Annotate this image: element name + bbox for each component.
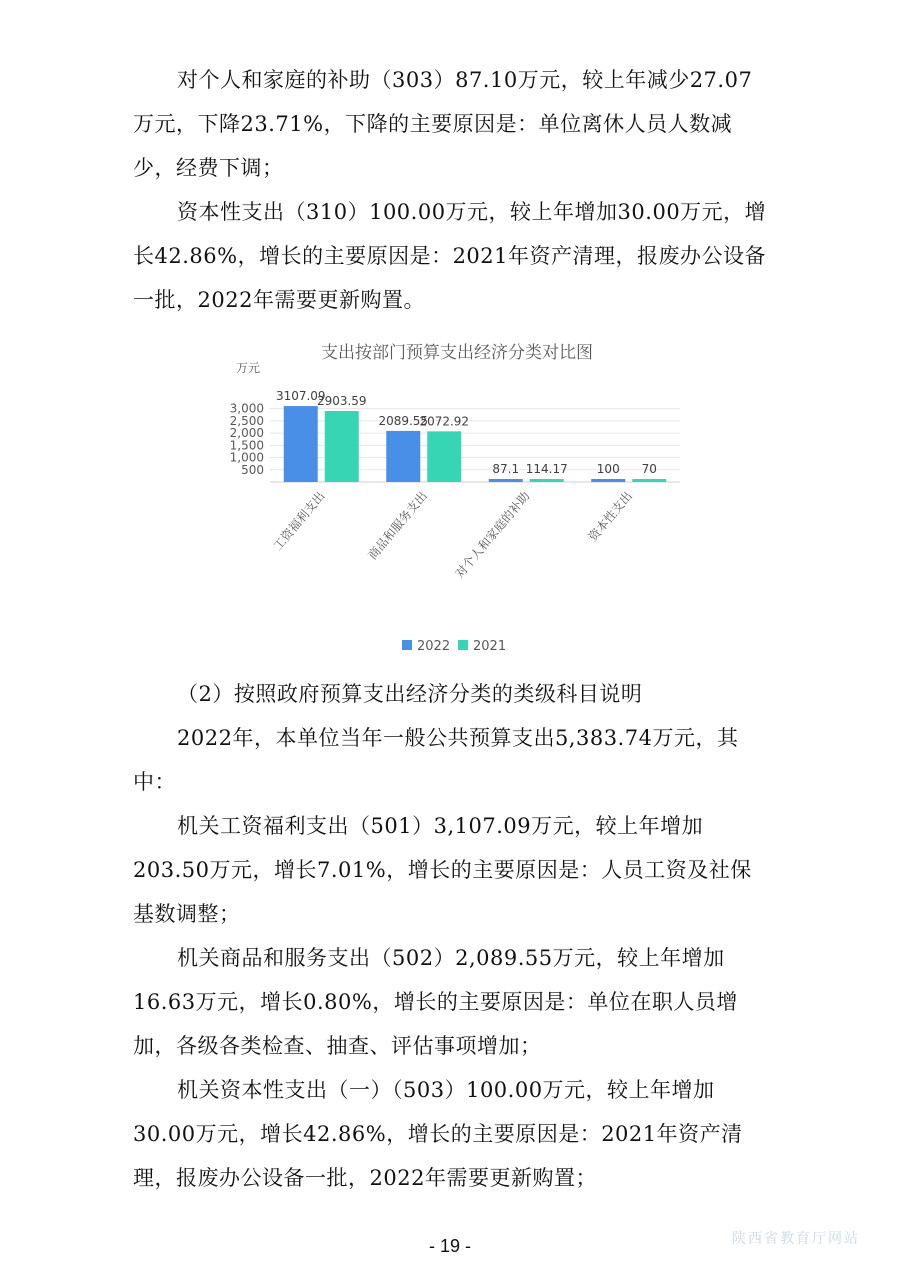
paragraph-salary-welfare: 机关工资福利支出（501）3,107.09万元，较上年增加203.50万元，增长7.01%，增长的主要原因是：人员工资及社保基数调整； — [133, 814, 752, 926]
bar-value-label: 87.1 — [492, 462, 520, 476]
y-tick-label: 2,500 — [229, 413, 264, 428]
x-category-label: 工资福利支出 — [270, 488, 328, 554]
bar-value-label: 114.17 — [525, 462, 568, 476]
y-tick-label: 1,000 — [229, 450, 264, 465]
legend-swatch — [402, 640, 412, 650]
y-tick-label: 500 — [241, 462, 264, 477]
chart-x-labels — [270, 488, 635, 580]
expenditure-comparison-chart — [218, 332, 696, 662]
bar-2022 — [386, 431, 420, 482]
bar-2021 — [427, 431, 461, 482]
paragraph-capital-expenditure-503: 机关资本性支出（一）（503）100.00万元，较上年增加30.00万元，增长42.86%，增长的主要原因是：2021年资产清理，报废办公设备一批，2022年需要更新购置； — [133, 1078, 743, 1190]
bar-value-label: 3107.09 — [275, 389, 326, 404]
y-tick-label: 3,000 — [229, 401, 264, 416]
bar-value-label: 70 — [641, 462, 657, 476]
chart-title: 支出按部门预算支出经济分类对比图 — [321, 343, 593, 363]
bar-2022 — [591, 479, 625, 482]
bar-value-label: 2089.55 — [378, 413, 429, 428]
site-watermark: 陕西省教育厅网站 — [732, 1231, 860, 1247]
paragraph-individual-subsidy: 对个人和家庭的补助（303）87.10万元，较上年减少27.07万元，下降23.71%，下降的主要原因是：单位离休人员人数减少，经费下调； — [133, 68, 753, 180]
legend-label: 2022 — [417, 639, 451, 654]
section-heading: （2）按照政府预算支出经济分类的类级科目说明 — [177, 682, 643, 706]
y-tick-label: 2,000 — [229, 426, 264, 441]
bar-2022 — [284, 406, 318, 482]
legend-label: 2021 — [473, 639, 507, 654]
bar-2022 — [489, 479, 523, 482]
bar-2021 — [530, 479, 564, 482]
chart-legend — [402, 639, 506, 654]
paragraph-goods-services: 机关商品和服务支出（502）2,089.55万元，较上年增加16.63万元，增长0.80%，增长的主要原因是：单位在职人员增加，各级各类检查、抽查、评估事项增加； — [133, 946, 738, 1058]
paragraph-capital-expenditure: 资本性支出（310）100.00万元，较上年增加30.00万元，增长42.86%，增长的主要原因是：2021年资产清理，报废办公设备一批，2022年需要更新购置。 — [133, 200, 767, 312]
bar-2021 — [325, 411, 359, 482]
x-category-label: 商品和服务支出 — [365, 488, 431, 563]
page-number: - 19 - — [428, 1236, 471, 1256]
x-category-label: 资本性支出 — [585, 488, 636, 544]
bar-2021 — [632, 479, 666, 482]
paragraph-total-expenditure: 2022年，本单位当年一般公共预算支出5,383.74万元，其中： — [133, 726, 739, 794]
y-tick-label: 1,500 — [229, 438, 264, 453]
bar-value-label: 2903.59 — [316, 394, 367, 409]
bar-value-label: 100 — [596, 462, 620, 476]
bar-value-label: 2072.92 — [419, 414, 470, 429]
x-category-label: 对个人和家庭的补助 — [452, 488, 533, 581]
chart-y-unit-label: 万元 — [236, 361, 261, 375]
legend-swatch — [458, 640, 468, 650]
chart-y-ticks — [230, 402, 264, 477]
